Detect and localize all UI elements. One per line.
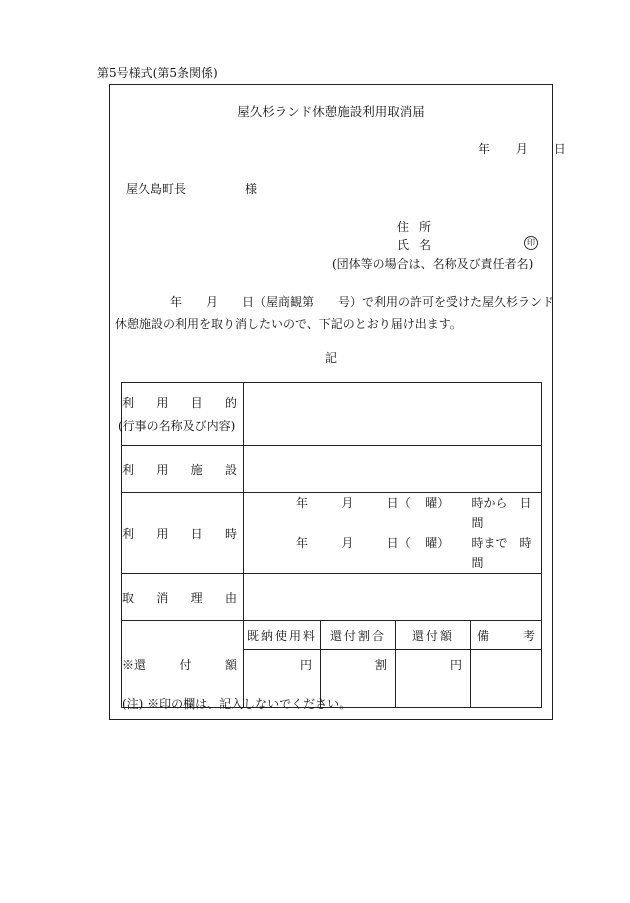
date-year: 年	[478, 142, 491, 156]
label-char: 時	[224, 526, 237, 541]
label-char: 由	[224, 590, 237, 605]
col-refund-amount: 還付額	[396, 621, 471, 650]
reason-field[interactable]	[244, 574, 542, 621]
dt-year: 年	[296, 496, 309, 510]
label-char: 取	[122, 590, 135, 605]
col-refund-rate: 還付割合	[321, 621, 396, 650]
label-char: 施	[190, 462, 203, 477]
purpose-label	[118, 383, 244, 446]
label-char: 用	[156, 396, 169, 410]
name-label: 氏名	[397, 238, 442, 252]
address-label: 住所	[397, 220, 442, 234]
addressee-honorific: 様	[245, 182, 258, 196]
seal-mark: 印	[524, 236, 538, 250]
col-paid-fee: 既納使用料	[244, 621, 321, 650]
label-char: 利	[122, 526, 135, 541]
body-text-line1: 年 月 日（屋商観第 号）で利用の許可を受けた屋久杉ランド	[170, 295, 555, 309]
datetime-end-line	[244, 533, 541, 573]
label-char: 備	[477, 628, 490, 643]
facility-label	[122, 446, 244, 493]
refund-header-row	[122, 621, 542, 650]
datetime-start-line	[244, 493, 541, 533]
facility-row	[122, 446, 542, 493]
label-char: 理	[190, 590, 203, 605]
body-text-line2: 休憩施設の利用を取り消したいので、下記のとおり届け出ます。	[115, 317, 462, 331]
label-char: 用	[156, 526, 169, 541]
remarks-field[interactable]	[471, 650, 542, 708]
footnote: (注) ※印の欄は、記入しないでください。	[122, 697, 352, 711]
ki-heading: 記	[324, 351, 337, 365]
purpose-sub-label: (行事の名称及び内容)	[118, 419, 236, 433]
unit-yen: 円	[299, 658, 312, 672]
unit-yen: 円	[449, 658, 462, 672]
dt-until: 時まで 時間	[471, 536, 532, 570]
label-char: 消	[156, 590, 169, 605]
purpose-field[interactable]	[244, 383, 542, 446]
dt-weekday: 曜）	[425, 536, 450, 550]
addressee: 屋久島町長	[126, 182, 187, 196]
refund-label	[122, 621, 244, 708]
submission-date	[456, 140, 566, 157]
label-char: 利	[122, 462, 135, 477]
label-char: 付	[179, 657, 192, 672]
label-char: 日	[190, 526, 203, 541]
form-number-label: 第5号様式(第5条関係)	[97, 66, 218, 80]
reason-row	[122, 574, 542, 621]
dt-day: 日（	[386, 536, 411, 550]
label-char: 目	[190, 396, 203, 410]
label-char: 設	[224, 462, 237, 477]
dt-weekday: 曜）	[425, 496, 450, 510]
purpose-row	[122, 383, 542, 446]
unit-wari: 割	[374, 658, 387, 672]
label-char: 的	[224, 396, 237, 410]
datetime-row	[122, 493, 542, 574]
label-char: 額	[224, 657, 237, 672]
refund-rate-field[interactable]	[321, 650, 396, 708]
dt-from: 時から 日間	[471, 496, 532, 530]
dt-month: 月	[341, 496, 354, 510]
details-table	[118, 382, 542, 708]
dt-year: 年	[296, 536, 309, 550]
document-title: 屋久杉ランド休憩施設利用取消届	[237, 104, 425, 119]
refund-amount-field[interactable]	[396, 650, 471, 708]
label-char: 利	[122, 396, 135, 410]
datetime-field[interactable]	[244, 493, 542, 574]
label-char: 考	[522, 628, 535, 643]
label-char: 用	[156, 462, 169, 477]
dt-day: 日（	[386, 496, 411, 510]
group-note: (団体等の場合は、名称及び責任者名)	[332, 257, 534, 271]
reason-label	[122, 574, 244, 621]
label-char: ※還	[122, 657, 147, 672]
col-remarks	[471, 621, 542, 650]
datetime-label	[122, 493, 244, 574]
date-month: 月	[515, 142, 528, 156]
facility-field[interactable]	[244, 446, 542, 493]
paid-fee-field[interactable]	[244, 650, 321, 708]
dt-month: 月	[341, 536, 354, 550]
date-day: 日	[553, 142, 566, 156]
